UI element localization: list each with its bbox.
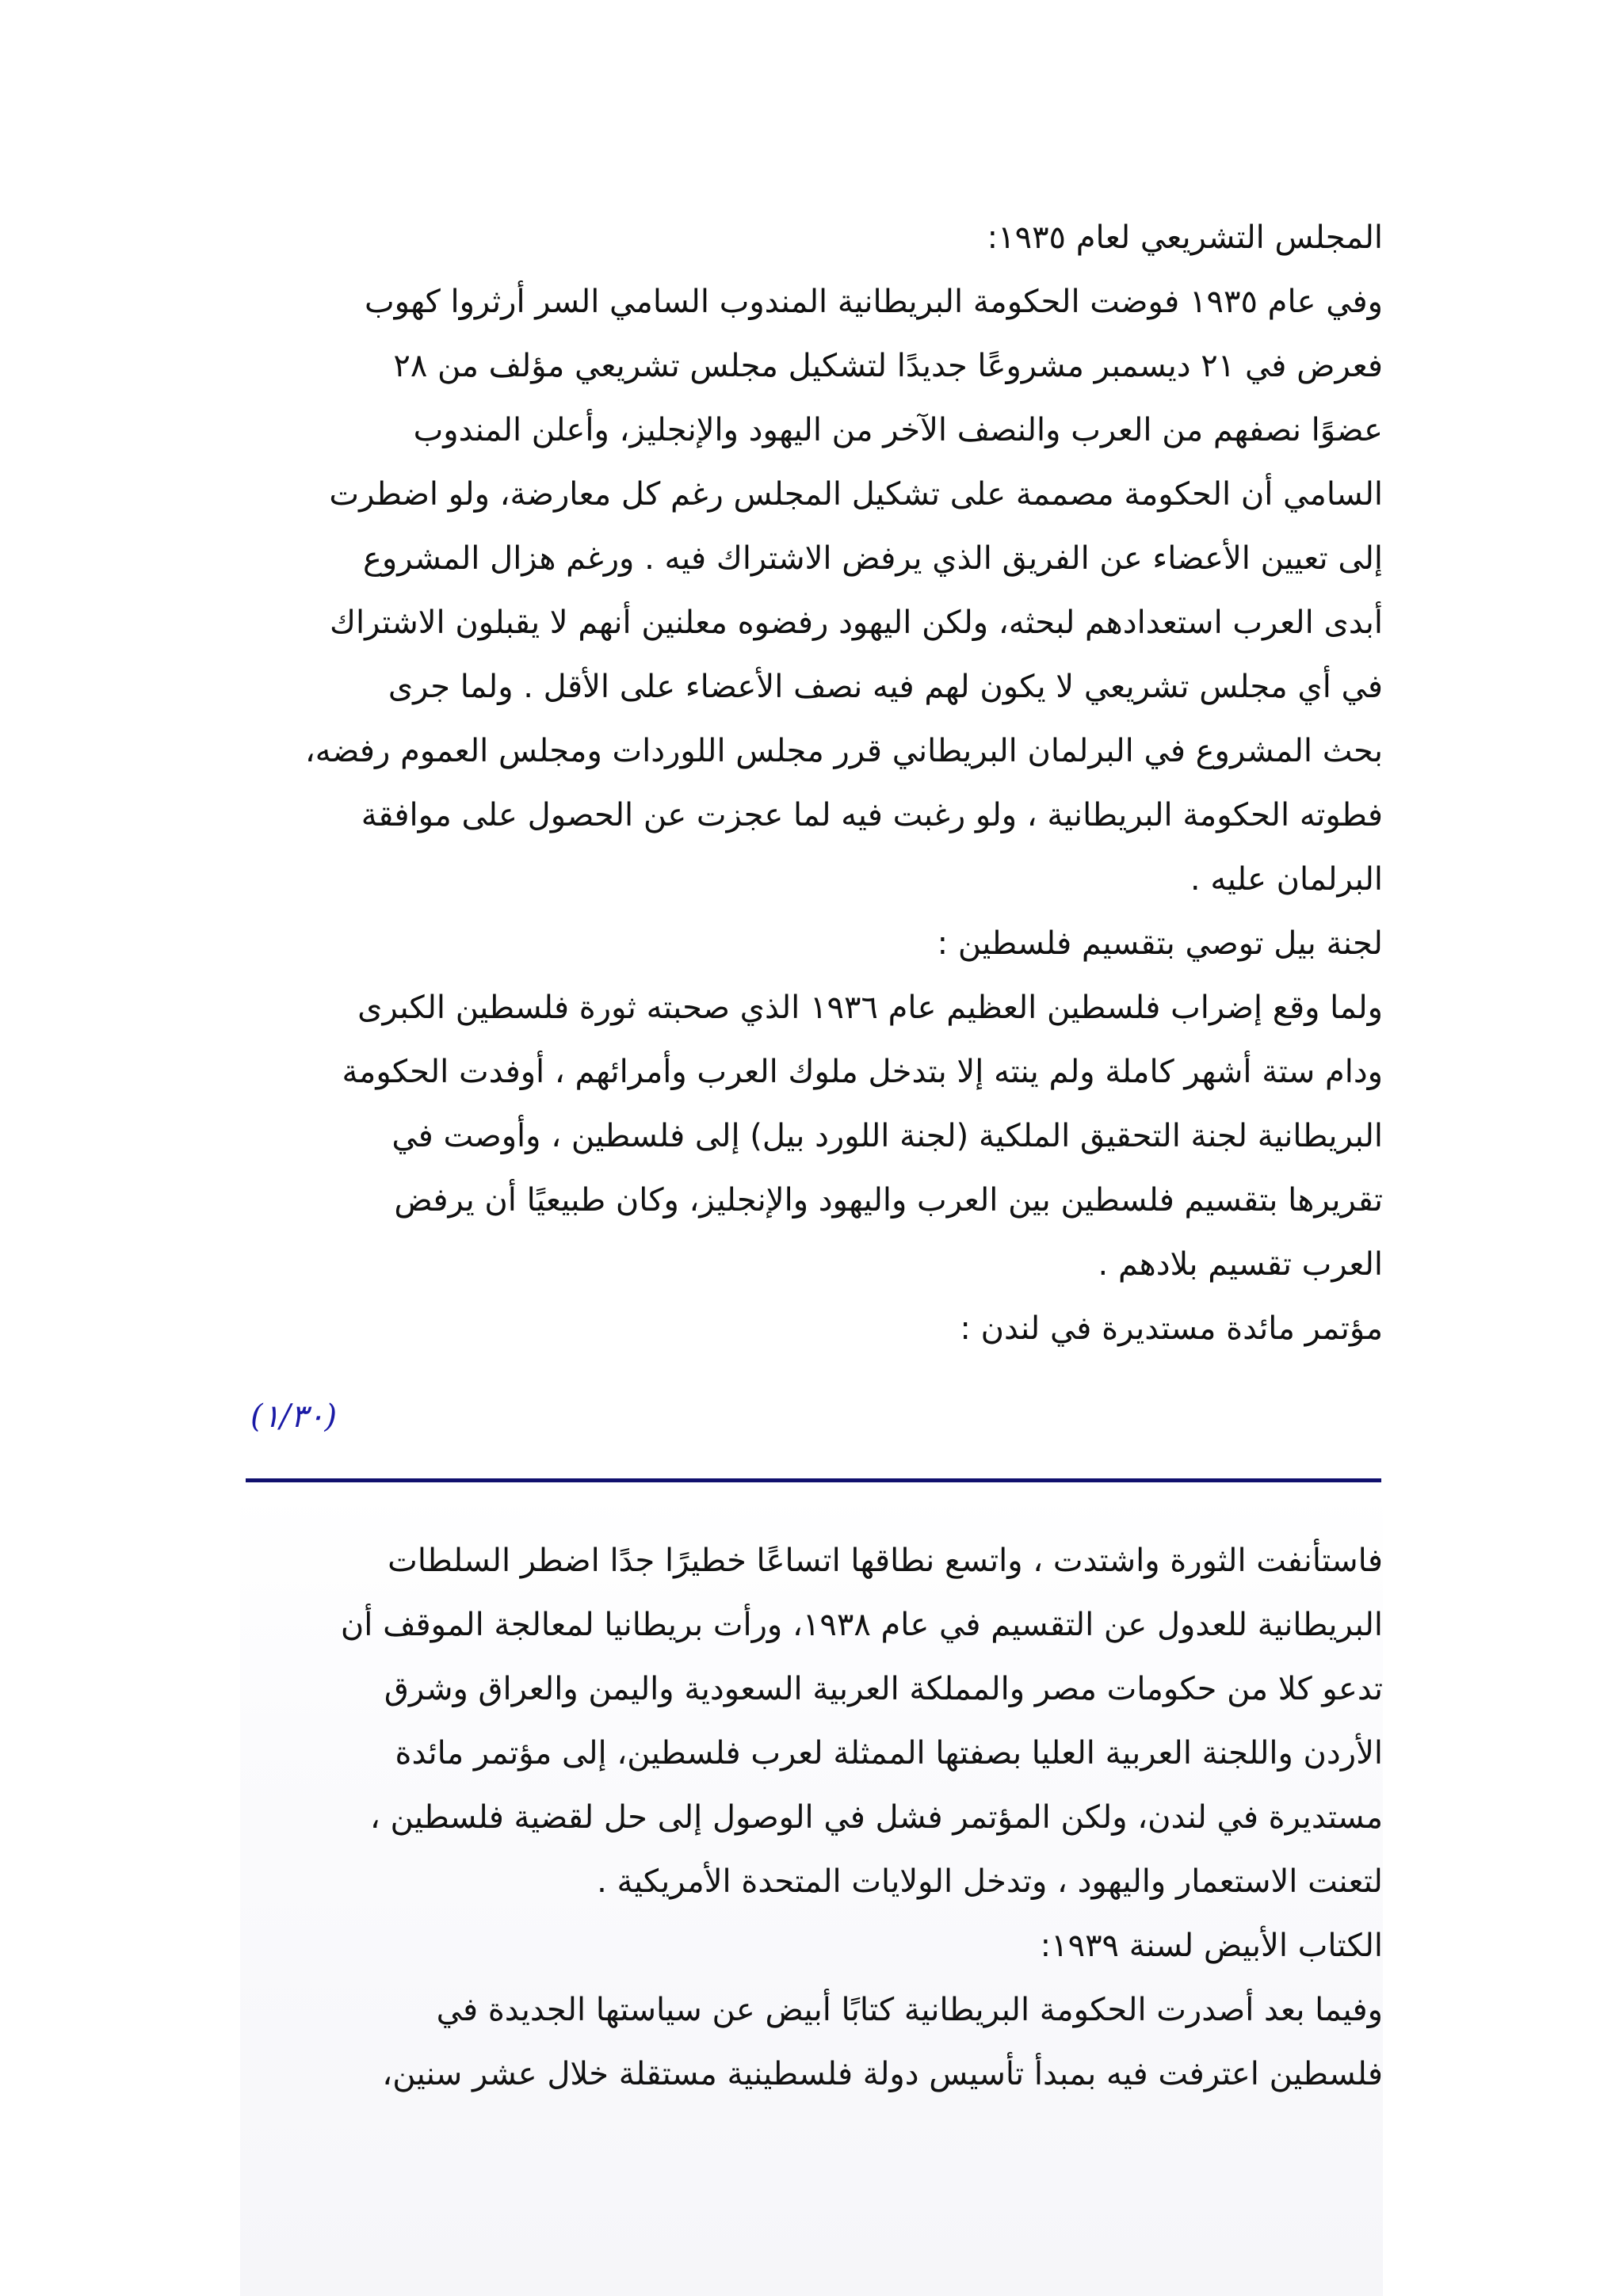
text-line: تدعو كلا من حكومات مصر والمملكة العربية السعودية واليمن والعراق وشرق (384, 1671, 1383, 1707)
text-line: بحث المشروع في البرلمان البريطاني قرر مجلس اللوردات ومجلس العموم رفضه، (304, 733, 1383, 769)
page-number: (١/٣٠) (250, 1398, 338, 1435)
text-block-upper (226, 206, 1383, 1361)
section-heading-peel-commission: لجنة بيل توصي بتقسيم فلسطين : (937, 925, 1383, 962)
section-heading-white-paper: الكتاب الأبيض لسنة ١٩٣٩: (1040, 1928, 1383, 1964)
text-line: في أي مجلس تشريعي لا يكون لهم فيه نصف الأعضاء على الأقل . ولما جرى (388, 669, 1383, 705)
page-divider (246, 1478, 1381, 1482)
text-line: الأردن واللجنة العربية العليا بصفتها الممثلة لعرب فلسطين، إلى مؤتمر مائدة (395, 1735, 1383, 1772)
text-line: ولما وقع إضراب فلسطين العظيم عام ١٩٣٦ الذي صحبته ثورة فلسطين الكبرى (357, 990, 1383, 1026)
section-heading-london-conference: مؤتمر مائدة مستديرة في لندن : (960, 1310, 1383, 1347)
text-line: البرلمان عليه . (1190, 861, 1383, 898)
text-line: أبدى العرب استعدادهم لبحثه، ولكن اليهود رفضوه معلنين أنهم لا يقبلون الاشتراك (329, 605, 1383, 641)
text-line: عضوًا نصفهم من العرب والنصف الآخر من اليهود والإنجليز، وأعلن المندوب (413, 412, 1383, 448)
text-line: تقريرها بتقسيم فلسطين بين العرب واليهود والإنجليز، وكان طبيعيًا أن يرفض (394, 1182, 1383, 1219)
text-line: مستديرة في لندن، ولكن المؤتمر فشل في الوصول إلى حل لقضية فلسطين ، (369, 1799, 1383, 1836)
text-line: البريطانية لجنة التحقيق الملكية (لجنة اللورد بيل) إلى فلسطين ، وأوصت في (391, 1118, 1383, 1154)
text-line: وفي عام ١٩٣٥ فوضت الحكومة البريطانية المندوب السامي السر أرثروا كهوب (364, 284, 1383, 320)
text-line: لتعنت الاستعمار واليهود ، وتدخل الولايات المتحدة الأمريكية . (597, 1863, 1383, 1900)
text-line: وفيما بعد أصدرت الحكومة البريطانية كتابًا أبيض عن سياستها الجديدة في (436, 1992, 1383, 2028)
text-block-lower (226, 1529, 1383, 2107)
text-line: فاستأنفت الثورة واشتدت ، واتسع نطاقها اتساعًا خطيرًا جدًا اضطر السلطات (388, 1543, 1383, 1579)
text-line: ودام ستة أشهر كاملة ولم ينته إلا بتدخل ملوك العرب وأمرائهم ، أوفدت الحكومة (342, 1054, 1383, 1090)
text-line: البريطانية للعدول عن التقسيم في عام ١٩٣٨، ورأت بريطانيا لمعالجة الموقف أن (340, 1607, 1383, 1643)
text-line: إلى تعيين الأعضاء عن الفريق الذي يرفض الاشتراك فيه . ورغم هزال المشروع (363, 540, 1383, 577)
text-line: السامي أن الحكومة مصممة على تشكيل المجلس رغم كل معارضة، ولو اضطرت (329, 476, 1383, 513)
text-line: فطوته الحكومة البريطانية ، ولو رغبت فيه لما عجزت عن الحصول على موافقة (361, 797, 1383, 833)
text-line: فعرض في ٢١ ديسمبر مشروعًا جديدًا لتشكيل مجلس تشريعي مؤلف من ٢٨ (393, 348, 1383, 384)
text-line: فلسطين اعترفت فيه بمبدأ تأسيس دولة فلسطينية مستقلة خلال عشر سنين، (382, 2056, 1383, 2092)
text-line: العرب تقسيم بلادهم . (1098, 1246, 1383, 1283)
section-heading-legislative-council: المجلس التشريعي لعام ١٩٣٥: (987, 219, 1383, 256)
